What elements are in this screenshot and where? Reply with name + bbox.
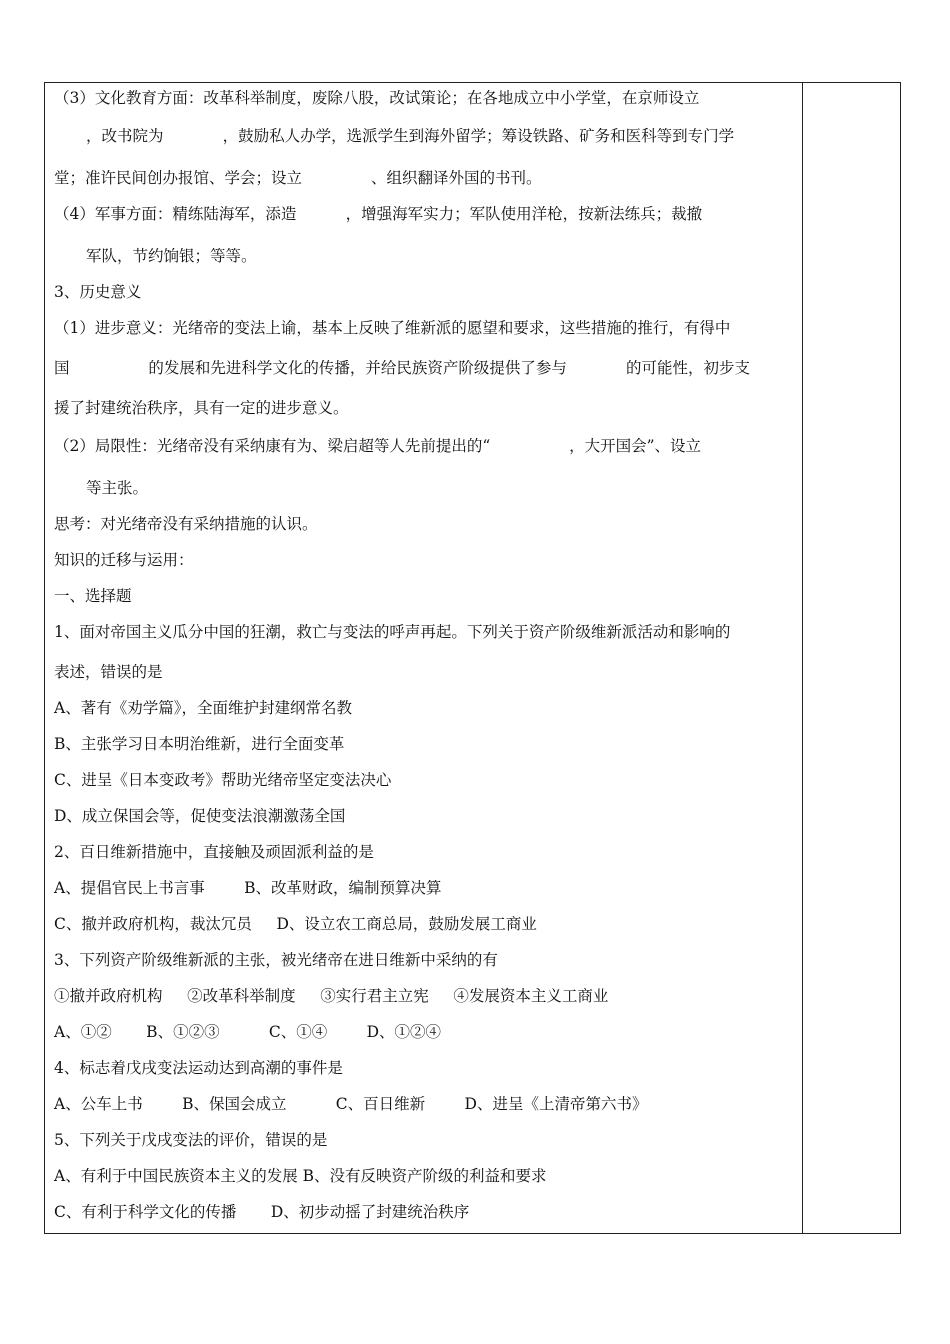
text-line: （4）军事方面：精练陆海军，添造 ，增强海军实力；军队使用洋枪，按新法练兵；裁撤 (54, 205, 703, 223)
text-line: 堂；准许民间创办报馆、学会；设立 、组织翻译外国的书刊。 (54, 169, 542, 187)
text-line: 5、下列关于戊戌变法的评价，错误的是 (54, 1131, 328, 1149)
text-line: 4、标志着戊戌变法运动达到高潮的事件是 (54, 1059, 343, 1077)
text-line: （1）进步意义：光绪帝的变法上谕，基本上反映了维新派的愿望和要求，这些措施的推行，有得中 (54, 319, 731, 337)
text-line: A、①② B、①②③ C、①④ D、①②④ (54, 1023, 442, 1041)
text-line: B、主张学习日本明治维新，进行全面变革 (54, 735, 345, 753)
text-line: 思考：对光绪帝没有采纳措施的认识。 (54, 515, 318, 533)
text-line: 援了封建统治秩序，具有一定的进步意义。 (54, 399, 349, 417)
text-line: D、成立保国会等，促使变法浪潮激荡全国 (54, 807, 346, 825)
text-line: C、进呈《日本变政考》帮助光绪帝坚定变法决心 (54, 771, 392, 789)
text-line: 1、面对帝国主义瓜分中国的狂潮，救亡与变法的呼声再起。下列关于资产阶级维新派活动和影响的 (54, 623, 731, 641)
text-line: A、公车上书 B、保国会成立 C、百日维新 D、进呈《上清帝第六书》 (54, 1095, 648, 1113)
text-line: A、提倡官民上书言事 B、改革财政，编制预算决算 (54, 879, 442, 897)
text-line: （2）局限性：光绪帝没有采纳康有为、梁启超等人先前提出的“ ，大开国会”、设立 (54, 437, 702, 455)
text-line: 等主张。 (86, 479, 149, 497)
text-line: 一、选择题 (54, 587, 132, 605)
text-line: 2、百日维新措施中，直接触及顽固派利益的是 (54, 843, 374, 861)
text-line: 知识的迁移与运用： (54, 551, 194, 569)
text-line: 军队，节约饷银；等等。 (86, 247, 257, 265)
table-column-divider (802, 82, 803, 1234)
text-line: C、撤并政府机构，裁汰冗员 D、设立农工商总局，鼓励发展工商业 (54, 915, 537, 933)
text-line: 3、下列资产阶级维新派的主张，被光绪帝在进日维新中采纳的有 (54, 951, 498, 969)
text-line: 3、历史意义 (54, 283, 142, 301)
text-line: 国 的发展和先进科学文化的传播，并给民族资产阶级提供了参与 的可能性，初步支 (54, 359, 750, 377)
text-line: 表述，错误的是 (54, 663, 163, 681)
text-line: （3）文化教育方面：改革科举制度，废除八股，改试策论；在各地成立中小学堂，在京师设立 (54, 89, 700, 107)
text-line: A、有利于中国民族资本主义的发展 B、没有反映资产阶级的利益和要求 (54, 1167, 547, 1185)
text-line: A、著有《劝学篇》，全面维护封建纲常名教 (54, 699, 352, 717)
text-line: C、有利于科学文化的传播 D、初步动摇了封建统治秩序 (54, 1203, 470, 1221)
text-line: ，改书院为 ，鼓励私人办学，选派学生到海外留学；筹设铁路、矿务和医科等到专门学 (86, 127, 735, 145)
text-line: ①撤并政府机构 ②改革科举制度 ③实行君主立宪 ④发展资本主义工商业 (54, 987, 609, 1005)
